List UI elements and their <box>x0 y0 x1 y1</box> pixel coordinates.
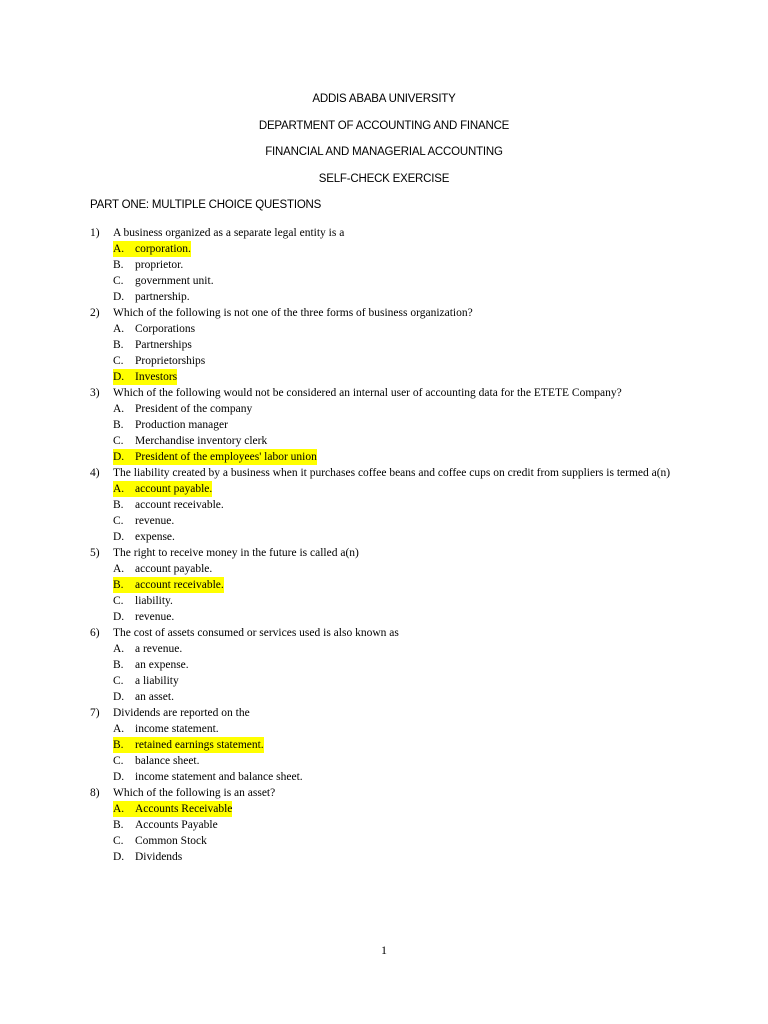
question-7-option-d <box>90 769 682 785</box>
option-letter: B. <box>113 819 124 831</box>
question-number: 7) <box>90 707 100 719</box>
option-text: balance sheet. <box>135 755 200 767</box>
option-letter: A. <box>113 803 125 815</box>
option-letter: C. <box>113 275 124 287</box>
question-1-option-d <box>90 289 682 305</box>
highlighted-answer <box>113 737 264 753</box>
question-text: Dividends are reported on the <box>113 707 250 719</box>
option-letter: B. <box>113 419 124 431</box>
option-letter: A. <box>113 323 125 335</box>
option-letter: D. <box>113 691 125 703</box>
question-2-option-d <box>90 369 682 385</box>
option-text: account payable. <box>135 483 213 495</box>
option-text: corporation. <box>135 243 191 255</box>
highlighted-answer <box>113 449 317 465</box>
question-8-option-c <box>90 833 682 849</box>
option-text: government unit. <box>135 275 214 287</box>
option-text: revenue. <box>135 515 175 527</box>
option-text: retained earnings statement. <box>135 739 264 751</box>
option-text: partnership. <box>135 291 190 303</box>
option-text: a revenue. <box>135 643 183 655</box>
question-text: The right to receive money in the future is called a(n) <box>113 547 359 559</box>
question-3-option-c <box>90 433 682 449</box>
question-1-option-b <box>90 257 682 273</box>
option-content <box>113 689 174 705</box>
option-text: liability. <box>135 595 173 607</box>
option-content <box>113 401 252 417</box>
option-text: Proprietorships <box>135 355 206 367</box>
option-letter: D. <box>113 451 125 463</box>
option-text: an asset. <box>135 691 174 703</box>
question-6-option-d <box>90 689 682 705</box>
highlighted-answer <box>113 369 177 385</box>
option-content <box>113 289 190 305</box>
option-letter: A. <box>113 243 125 255</box>
question-number: 8) <box>90 787 100 799</box>
highlighted-answer <box>113 577 224 593</box>
option-content <box>113 529 175 545</box>
question-8 <box>90 785 682 801</box>
option-text: President of the employees' labor union <box>135 451 317 463</box>
highlighted-answer <box>113 481 212 497</box>
question-8-option-b <box>90 817 682 833</box>
option-text: Partnerships <box>135 339 192 351</box>
question-7 <box>90 705 682 721</box>
question-5-option-d <box>90 609 682 625</box>
option-content <box>113 561 212 577</box>
question-2-option-c <box>90 353 682 369</box>
option-letter: A. <box>113 723 125 735</box>
option-text: Merchandise inventory clerk <box>135 435 268 447</box>
option-letter: A. <box>113 563 125 575</box>
question-6-option-b <box>90 657 682 673</box>
option-content <box>113 673 179 689</box>
option-content <box>113 849 182 865</box>
option-text: Production manager <box>135 419 228 431</box>
option-letter: D. <box>113 371 125 383</box>
option-content <box>113 769 303 785</box>
question-text: A business organized as a separate legal entity is a <box>113 227 345 239</box>
option-content <box>113 497 224 513</box>
option-letter: A. <box>113 483 125 495</box>
question-list <box>90 225 682 865</box>
option-content <box>113 353 205 369</box>
university-title: ADDIS ABABA UNIVERSITY <box>312 93 456 105</box>
question-4-option-b <box>90 497 682 513</box>
option-letter: A. <box>113 643 125 655</box>
option-letter: C. <box>113 595 124 607</box>
question-2-option-b <box>90 337 682 353</box>
question-4 <box>90 465 682 481</box>
option-content <box>113 257 183 273</box>
option-text: an expense. <box>135 659 189 671</box>
option-content <box>113 593 173 609</box>
option-letter: D. <box>113 851 125 863</box>
option-letter: C. <box>113 835 124 847</box>
question-8-option-a <box>90 801 682 817</box>
option-letter: B. <box>113 339 124 351</box>
option-text: Corporations <box>135 323 196 335</box>
option-letter: B. <box>113 499 124 511</box>
option-text: President of the company <box>135 403 253 415</box>
question-3-option-d <box>90 449 682 465</box>
question-number: 4) <box>90 467 100 479</box>
option-text: Accounts Receivable <box>135 803 233 815</box>
option-letter: D. <box>113 611 125 623</box>
option-text: account receivable. <box>135 579 224 591</box>
question-text: Which of the following would not be considered an internal user of accounting data for the ETETE Company? <box>113 387 622 399</box>
question-number: 2) <box>90 307 100 319</box>
highlighted-answer <box>113 801 232 817</box>
option-content <box>113 433 267 449</box>
question-2 <box>90 305 682 321</box>
question-1-option-a <box>90 241 682 257</box>
question-7-option-c <box>90 753 682 769</box>
option-content <box>113 417 228 433</box>
page-number: 1 <box>381 943 387 957</box>
option-letter: C. <box>113 755 124 767</box>
question-5 <box>90 545 682 561</box>
option-letter: C. <box>113 515 124 527</box>
question-text: Which of the following is an asset? <box>113 787 276 799</box>
option-text: income statement. <box>135 723 219 735</box>
question-7-option-a <box>90 721 682 737</box>
option-text: revenue. <box>135 611 175 623</box>
option-content <box>113 513 174 529</box>
option-text: account payable. <box>135 563 213 575</box>
question-3-option-a <box>90 401 682 417</box>
option-letter: C. <box>113 675 124 687</box>
question-number: 1) <box>90 227 100 239</box>
option-content <box>113 721 219 737</box>
option-letter: D. <box>113 291 125 303</box>
question-6 <box>90 625 682 641</box>
option-text: Dividends <box>135 851 183 863</box>
question-1 <box>90 225 682 241</box>
question-text: The cost of assets consumed or services used is also known as <box>113 627 399 639</box>
option-text: Common Stock <box>135 835 207 847</box>
question-5-option-b <box>90 577 682 593</box>
department-title: DEPARTMENT OF ACCOUNTING AND FINANCE <box>258 120 510 132</box>
option-content <box>113 321 195 337</box>
option-text: account receivable. <box>135 499 224 511</box>
question-number: 6) <box>90 627 100 639</box>
option-text: a liability <box>135 675 179 687</box>
question-3-option-b <box>90 417 682 433</box>
option-text: income statement and balance sheet. <box>135 771 303 783</box>
question-4-option-c <box>90 513 682 529</box>
option-letter: C. <box>113 435 124 447</box>
option-letter: B. <box>113 579 124 591</box>
question-4-option-a <box>90 481 682 497</box>
question-5-option-c <box>90 593 682 609</box>
highlighted-answer <box>113 241 191 257</box>
option-content <box>113 833 207 849</box>
question-6-option-c <box>90 673 682 689</box>
option-content <box>113 609 174 625</box>
question-6-option-a <box>90 641 682 657</box>
question-2-option-a <box>90 321 682 337</box>
option-letter: D. <box>113 771 125 783</box>
question-8-option-d <box>90 849 682 865</box>
question-5-option-a <box>90 561 682 577</box>
option-content <box>113 817 218 833</box>
option-letter: B. <box>113 739 124 751</box>
question-number: 5) <box>90 547 100 559</box>
option-content <box>113 753 200 769</box>
option-letter: D. <box>113 531 125 543</box>
option-letter: A. <box>113 403 125 415</box>
part-one-title: PART ONE: MULTIPLE CHOICE QUESTIONS <box>90 199 322 211</box>
option-content <box>113 641 182 657</box>
option-text: expense. <box>135 531 175 543</box>
option-content <box>113 273 214 289</box>
question-text: Which of the following is not one of the three forms of business organization? <box>113 307 473 319</box>
course-title: FINANCIAL AND MANAGERIAL ACCOUNTING <box>265 146 503 158</box>
question-1-option-c <box>90 273 682 289</box>
option-text: proprietor. <box>135 259 184 271</box>
option-content <box>113 337 192 353</box>
question-number: 3) <box>90 387 100 399</box>
question-text: The liability created by a business when it purchases coffee beans and coffee cups on credit from suppliers is termed a(n) <box>113 467 671 479</box>
question-4-option-d <box>90 529 682 545</box>
question-3 <box>90 385 682 401</box>
option-letter: B. <box>113 659 124 671</box>
option-content <box>113 657 189 673</box>
option-letter: C. <box>113 355 124 367</box>
option-text: Accounts Payable <box>135 819 218 831</box>
question-7-option-b <box>90 737 682 753</box>
option-letter: B. <box>113 259 124 271</box>
exercise-title: SELF-CHECK EXERCISE <box>318 173 450 185</box>
option-text: Investors <box>135 371 178 383</box>
